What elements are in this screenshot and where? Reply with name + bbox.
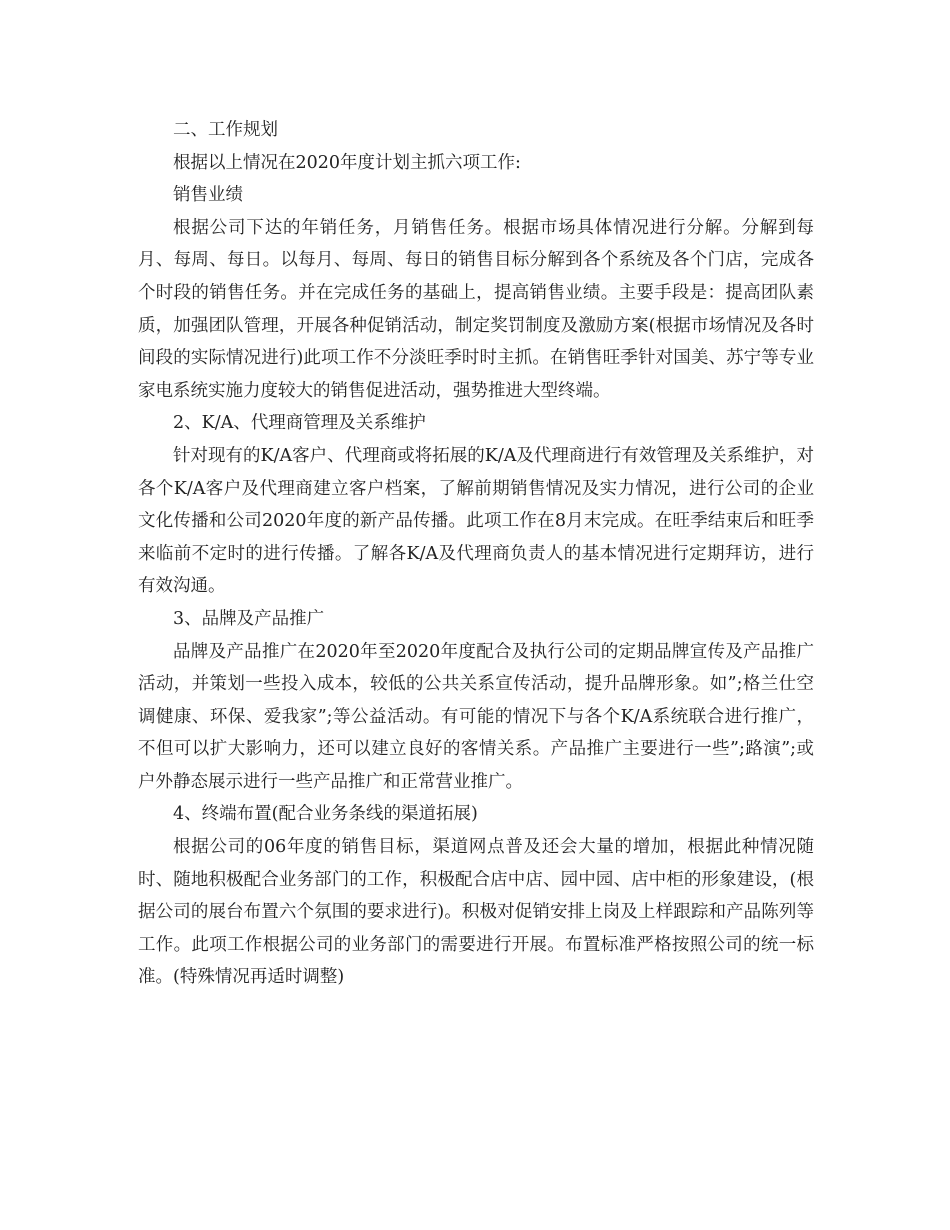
paragraph-ka-agent-management: 针对现有的K/A客户、代理商或将拓展的K/A及代理商进行有效管理及关系维护，对各个K/A客户及代理商建立客户档案，了解前期销售情况及实力情况，进行公司的企业文化传播和公司2020年度的新产品传播。此项工作在8月末完成。在旺季结束后和旺季来临前不定时的进行传播。了解各K/A及代理商负责人的基本情况进行定期拜访，进行有效沟通。 [138, 445, 814, 597]
paragraph-terminal-layout: 根据公司的06年度的销售目标，渠道网点普及还会大量的增加，根据此种情况随时、随地积极配合业务部门的工作，积极配合店中店、园中园、店中柜的形象建设，(根据公司的展台布置六个氛围的要求进行)。积极对促销安排上岗及上样跟踪和产品陈列等工作。此项工作根据公司的业务部门的需要进行开展。布置标准严格按照公司的统一标准。(特殊情况再适时调整) [138, 837, 814, 988]
document-body [138, 114, 814, 994]
subheading-sales-performance: 销售业绩 [173, 185, 243, 206]
paragraph-intro: 根据以上情况在2020年度计划主抓六项工作: [173, 152, 521, 173]
subheading-ka-agent-management: 2、K/A、代理商管理及关系维护 [173, 413, 426, 434]
paragraph-brand-promotion: 品牌及产品推广在2020年至2020年度配合及执行公司的定期品牌宣传及产品推广活动，并策划一些投入成本，较低的公共关系宣传活动，提升品牌形象。如”;格兰仕空调健康、环保、爱我家”;等公益活动。有可能的情况下与各个K/A系统联合进行推广，不但可以扩大影响力，还可以建立良好的客情关系。产品推广主要进行一些”;路演”;或户外静态展示进行一些产品推广和正常营业推广。 [138, 641, 814, 792]
subheading-brand-promotion: 3、品牌及产品推广 [173, 608, 325, 629]
paragraph-sales-performance: 根据公司下达的年销任务，月销售任务。根据市场具体情况进行分解。分解到每月、每周、每日。以每月、每周、每日的销售目标分解到各个系统及各个门店，完成各个时段的销售任务。并在完成任务的基础上，提高销售业绩。主要手段是：提高团队素质，加强团队管理，开展各种促销活动，制定奖罚制度及激励方案(根据市场情况及各时间段的实际情况进行)此项工作不分淡旺季时时主抓。在销售旺季针对国美、苏宁等专业家电系统实施力度较大的销售促进活动，强势推进大型终端。 [138, 217, 814, 401]
subheading-terminal-layout: 4、终端布置(配合业务条线的渠道拓展) [173, 804, 478, 825]
section-heading-work-plan: 二、工作规划 [173, 120, 278, 140]
